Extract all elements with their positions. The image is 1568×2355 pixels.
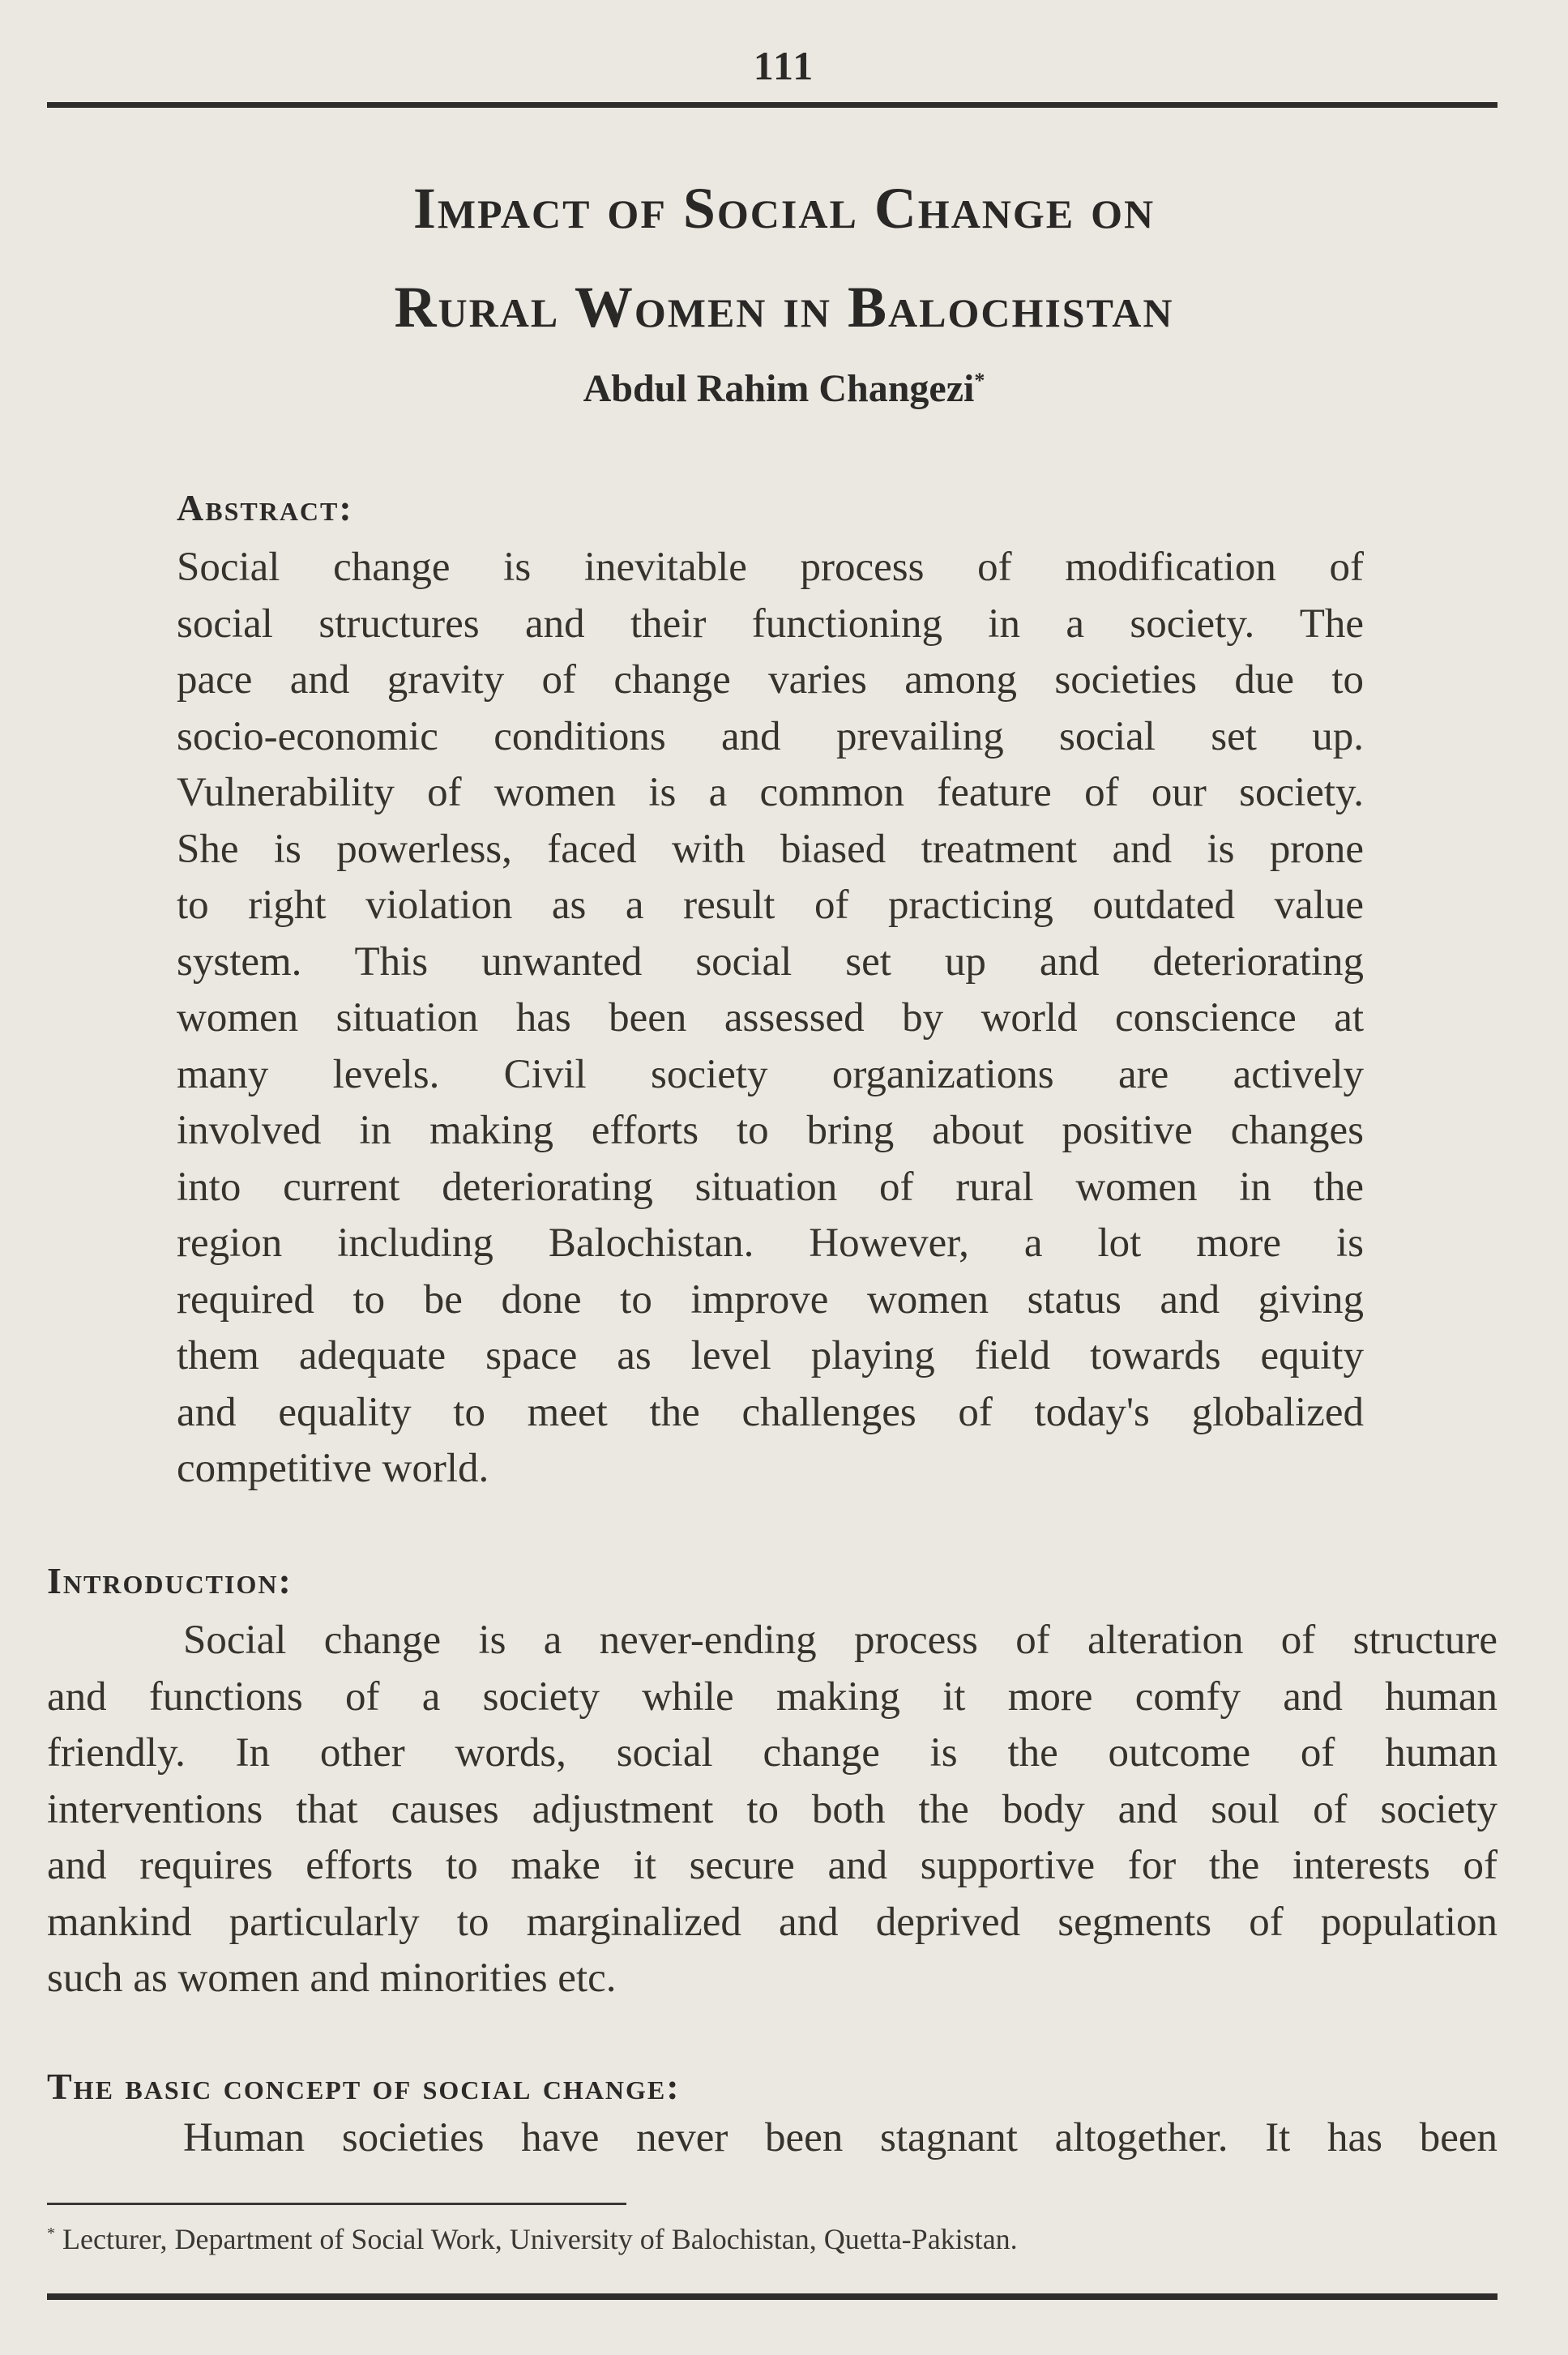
footnote-mark: * (47, 2225, 55, 2242)
footer-rule (47, 2293, 1498, 2300)
introduction-line: and requires efforts to make it secure and supportive for the interests of (47, 1843, 1498, 1888)
abstract-line: pace and gravity of change varies among societies due to (177, 657, 1364, 703)
abstract-line: them adequate space as level playing field towards equity (177, 1333, 1364, 1378)
abstract-line: required to be done to improve women status and giving (177, 1276, 1364, 1323)
author-footnote-mark: * (974, 369, 985, 392)
abstract-line: Social change is inevitable process of modification of (177, 545, 1364, 590)
abstract-line: women situation has been assessed by world conscience at (177, 995, 1364, 1041)
introduction-heading: Introduction: (47, 1560, 293, 1601)
introduction-line: friendly. In other words, social change is the outcome of human (47, 1730, 1498, 1776)
introduction-line: interventions that causes adjustment to both the body and soul of society (47, 1786, 1498, 1832)
footnote (47, 2222, 1018, 2256)
page-number: 111 (753, 43, 815, 88)
abstract-line: and equality to meet the challenges of today's globalized (177, 1389, 1364, 1435)
author-name: Abdul Rahim Changezi (583, 367, 975, 410)
introduction-line: Social change is a never-ending process of alteration of structure (183, 1618, 1498, 1663)
introduction-line: mankind particularly to marginalized and deprived segments of population (47, 1899, 1498, 1945)
abstract-line: region including Balochistan. However, a lot more is (177, 1220, 1364, 1266)
article-title (0, 159, 1568, 357)
title-line-1: Impact of Social Change on (412, 176, 1156, 241)
introduction-line: and functions of a society while making it more comfy and human (47, 1673, 1498, 1720)
abstract-line: She is powerless, faced with biased treatment and is prone (177, 826, 1364, 872)
basic-concept-heading: The basic concept of social change: (47, 2066, 681, 2107)
abstract-line: many levels. Civil society organizations are actively (177, 1051, 1364, 1097)
abstract-line: socio-economic conditions and prevailing social set up. (177, 713, 1364, 759)
abstract-line: system. This unwanted social set up and deteriorating (177, 938, 1364, 985)
abstract-body (177, 540, 1364, 1498)
abstract-line: Vulnerability of women is a common feature of our society. (177, 770, 1364, 815)
title-line-2: Rural Women in Balochistan (394, 275, 1174, 340)
author-byline (0, 366, 1568, 411)
footnote-rule (47, 2203, 626, 2205)
basic-concept-body (47, 2110, 1498, 2167)
introduction-line: such as women and minorities etc. (47, 1955, 617, 2001)
footnote-text: Lecturer, Department of Social Work, University of Balochistan, Quetta-Pakistan. (62, 2223, 1018, 2255)
abstract-line: to right violation as a result of practicing outdated value (177, 883, 1364, 928)
introduction-body (47, 1613, 1498, 2007)
abstract-line: into current deteriorating situation of rural women in the (177, 1164, 1364, 1210)
abstract-line: social structures and their functioning in a society. The (177, 601, 1364, 647)
abstract-line: competitive world. (177, 1446, 489, 1491)
abstract-heading: Abstract: (177, 487, 353, 528)
abstract-line: involved in making efforts to bring about positive changes (177, 1108, 1364, 1153)
header-rule (47, 102, 1498, 108)
basic-concept-line: Human societies have never been stagnant altogether. It has been (183, 2115, 1498, 2161)
